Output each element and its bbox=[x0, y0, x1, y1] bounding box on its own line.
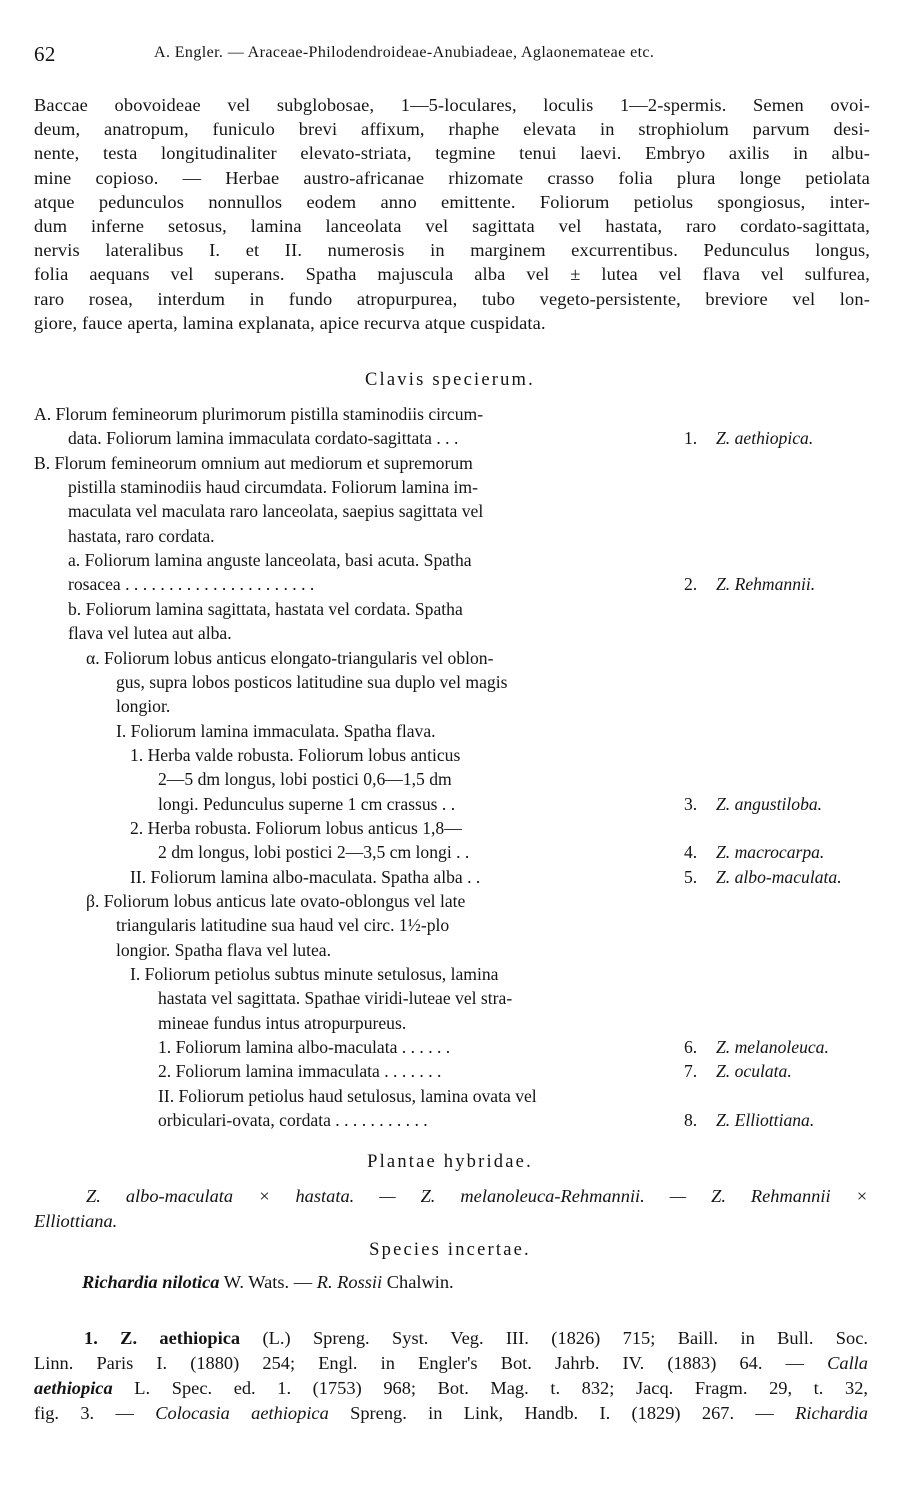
key-line bbox=[34, 1011, 870, 1035]
key-line bbox=[34, 694, 870, 718]
description-line: folia aequans vel superans. Spatha majuscula alba vel ± lutea vel flava vel sulfurea, bbox=[34, 264, 870, 285]
key-line bbox=[34, 670, 870, 694]
key-species-number: 2. bbox=[684, 574, 698, 595]
key-text: maculata vel maculata raro lanceolata, saepius sagittata vel bbox=[68, 501, 484, 522]
genus-description bbox=[34, 93, 870, 335]
key-line bbox=[34, 524, 870, 548]
key-species-number: 4. bbox=[684, 842, 698, 863]
key-text: hastata, raro cordata. bbox=[68, 525, 215, 546]
key-text: 2. Herba robusta. Foliorum lobus anticus 1,8— bbox=[130, 817, 462, 838]
synonym: Calla bbox=[827, 1353, 868, 1373]
description-line: Baccae obovoideae vel subglobosae, 1—5-loculares, loculis 1—2-spermis. Semen ovoi- bbox=[34, 95, 870, 115]
hybrids-line: Z. albo-maculata × hastata. — Z. melanoleuca-Rehmannii. — Z. Rehmannii × bbox=[86, 1186, 868, 1206]
key-text: hastata vel sagittata. Spathae viridi-luteae vel stra- bbox=[158, 988, 513, 1009]
synonym: Richardia bbox=[795, 1403, 868, 1423]
key-line bbox=[34, 402, 870, 426]
description-line: raro rosea, interdum in fundo atropurpurea, tubo vegeto-persistente, breviore vel lon- bbox=[34, 288, 870, 309]
key-species-number: 5. bbox=[684, 866, 698, 887]
incertae-author: W. Wats. — bbox=[219, 1272, 317, 1292]
key-text: flava vel lutea aut alba. bbox=[68, 623, 232, 644]
citation: fig. 3. — bbox=[34, 1403, 156, 1423]
incertae-heading: Species incertae. bbox=[369, 1240, 531, 1260]
species-number: 1. bbox=[84, 1328, 98, 1348]
key-text: data. Foliorum lamina immaculata cordato-sagittata . . . bbox=[68, 428, 459, 449]
key-text: orbiculari-ovata, cordata . . . . . . . . . . . bbox=[158, 1110, 428, 1131]
description-line: mine copioso. — Herbae austro-africanae rhizomate crasso folia plura longe petiolata bbox=[34, 167, 870, 188]
key-species-number: 6. bbox=[684, 1037, 698, 1058]
species-name: Z. aethiopica bbox=[120, 1328, 241, 1348]
key-text: longi. Pedunculus superne 1 cm crassus . . bbox=[158, 793, 456, 814]
key-species-name: Z. oculata. bbox=[716, 1061, 792, 1082]
incertae-name: R. Rossii bbox=[316, 1272, 383, 1292]
citation: (L.) Spreng. Syst. Veg. III. (1826) 715; Baill. in Bull. Soc. bbox=[240, 1328, 868, 1348]
key-line bbox=[34, 646, 870, 670]
key-text: 2. Foliorum lamina immaculata . . . . . . . bbox=[158, 1061, 442, 1082]
key-species-name: Z. melanoleuca. bbox=[716, 1037, 829, 1058]
species-entry-line bbox=[34, 1351, 868, 1376]
key-species-name: Z. albo-maculata. bbox=[716, 866, 842, 887]
key-text: longior. Spatha flava vel lutea. bbox=[116, 939, 331, 960]
description-line: nente, testa longitudinaliter elevato-striata, tegmine tenui laevi. Embryo axilis in albu- bbox=[34, 143, 870, 164]
key-text: 2 dm longus, lobi postici 2—3,5 cm longi . . bbox=[158, 842, 470, 863]
key-text: mineae fundus intus atropurpureus. bbox=[158, 1012, 407, 1033]
key-text: I. Foliorum lamina immaculata. Spatha flava. bbox=[116, 720, 436, 741]
key-text: A. Florum femineorum plurimorum pistilla staminodiis circum- bbox=[34, 404, 484, 424]
hybrids-heading: Plantae hybridae. bbox=[367, 1152, 533, 1172]
citation: Linn. Paris I. (1880) 254; Engl. in Engler's Bot. Jahrb. IV. (1883) 64. — bbox=[34, 1353, 828, 1373]
key-line bbox=[34, 597, 870, 621]
key-line bbox=[34, 1084, 870, 1108]
key-line bbox=[34, 1108, 870, 1132]
key-line bbox=[34, 913, 870, 937]
key-line bbox=[34, 986, 870, 1010]
hybrids-line: Elliottiana. bbox=[34, 1211, 118, 1231]
key-line bbox=[34, 621, 870, 645]
key-line bbox=[34, 426, 870, 450]
page-number: 62 bbox=[34, 42, 56, 66]
key-line bbox=[34, 1059, 870, 1083]
key-text: 2—5 dm longus, lobi postici 0,6—1,5 dm bbox=[158, 769, 452, 790]
key-species-number: 3. bbox=[684, 793, 698, 814]
synonym: aethiopica bbox=[34, 1378, 113, 1398]
key-line bbox=[34, 1035, 870, 1059]
key-species-name: Z. macrocarpa. bbox=[716, 842, 825, 863]
running-title: A. Engler. — Araceae-Philodendroideae-Anubiadeae, Aglaonemateae etc. bbox=[154, 44, 655, 61]
key-text: longior. bbox=[116, 696, 171, 717]
key-text: I. Foliorum petiolus subtus minute setulosus, lamina bbox=[130, 964, 499, 985]
description-line: giore, fauce aperta, lamina explanata, apice recurva atque cuspidata. bbox=[34, 312, 546, 333]
key-text: B. Florum femineorum omnium aut mediorum et supremorum bbox=[34, 452, 473, 473]
key-line bbox=[34, 499, 870, 523]
key-line bbox=[34, 572, 870, 596]
key-line bbox=[34, 743, 870, 767]
key-line bbox=[34, 767, 870, 791]
key-species-name: Z. aethiopica. bbox=[716, 428, 814, 449]
key-line bbox=[34, 962, 870, 986]
key-text: II. Foliorum petiolus haud setulosus, lamina ovata vel bbox=[158, 1085, 537, 1106]
citation: L. Spec. ed. 1. (1753) 968; Bot. Mag. t. 832; Jacq. Fragm. 29, t. 32, bbox=[112, 1378, 868, 1398]
key-line bbox=[34, 719, 870, 743]
synonym: Colocasia aethiopica bbox=[155, 1403, 329, 1423]
key-line bbox=[34, 865, 870, 889]
description-line: deum, anatropum, funiculo brevi affixum, rhaphe elevata in strophiolum parvum desi- bbox=[34, 119, 870, 140]
key-text: rosacea . . . . . . . . . . . . . . . . . . . . . . bbox=[68, 574, 315, 595]
key-text: II. Foliorum lamina albo-maculata. Spatha alba . . bbox=[130, 866, 481, 887]
clavis-heading: Clavis specierum. bbox=[365, 370, 535, 390]
key-species-number: 1. bbox=[684, 428, 698, 449]
key-species-name: Z. Rehmannii. bbox=[716, 574, 816, 595]
key-line bbox=[34, 840, 870, 864]
key-text: 1. Herba valde robusta. Foliorum lobus anticus bbox=[130, 744, 461, 765]
citation: Spreng. in Link, Handb. I. (1829) 267. — bbox=[328, 1403, 796, 1423]
incertae-author: Chalwin. bbox=[382, 1272, 454, 1292]
incertae-list bbox=[82, 1270, 900, 1295]
incertae-name: Richardia nilotica bbox=[82, 1272, 220, 1292]
description-line: nervis lateralibus I. et II. numerosis in marginem excurrentibus. Pedunculus longus, bbox=[34, 240, 870, 261]
key-line bbox=[34, 889, 870, 913]
description-line: dum inferne setosus, lamina lanceolata vel sagittata vel hastata, raro cordato-sagittata, bbox=[34, 216, 870, 237]
key-text: β. Foliorum lobus anticus late ovato-oblongus vel late bbox=[86, 891, 466, 911]
key-species-number: 8. bbox=[684, 1110, 698, 1131]
key-line bbox=[34, 451, 870, 475]
key-species-name: Z. angustiloba. bbox=[716, 793, 823, 814]
key-text: 1. Foliorum lamina albo-maculata . . . . . . bbox=[158, 1037, 451, 1058]
key-line bbox=[34, 816, 870, 840]
species-entry-line bbox=[34, 1401, 868, 1426]
hybrids-list bbox=[34, 1184, 868, 1234]
species-entry-line bbox=[34, 1326, 868, 1351]
species-entry-line bbox=[34, 1376, 868, 1401]
key-species-number: 7. bbox=[684, 1061, 698, 1082]
key-line bbox=[34, 548, 870, 572]
key-species-name: Z. Elliottiana. bbox=[716, 1110, 815, 1131]
key-text: b. Foliorum lamina sagittata, hastata vel cordata. Spatha bbox=[68, 598, 463, 619]
key-text: triangularis latitudine sua haud vel circ. 1½-plo bbox=[116, 915, 450, 936]
key-text: gus, supra lobos posticos latitudine sua duplo vel magis bbox=[116, 671, 508, 692]
description-line: atque pedunculos nonnullos eodem anno emittente. Foliorum petiolus spongiosus, inter- bbox=[34, 191, 870, 212]
key-text: α. Foliorum lobus anticus elongato-triangularis vel oblon- bbox=[86, 647, 494, 668]
key-line bbox=[34, 792, 870, 816]
key-text: a. Foliorum lamina anguste lanceolata, basi acuta. Spatha bbox=[68, 550, 472, 571]
key-line bbox=[34, 475, 870, 499]
key-text: pistilla staminodiis haud circumdata. Foliorum lamina im- bbox=[68, 477, 478, 498]
key-line bbox=[34, 938, 870, 962]
species-entry bbox=[34, 1326, 868, 1426]
